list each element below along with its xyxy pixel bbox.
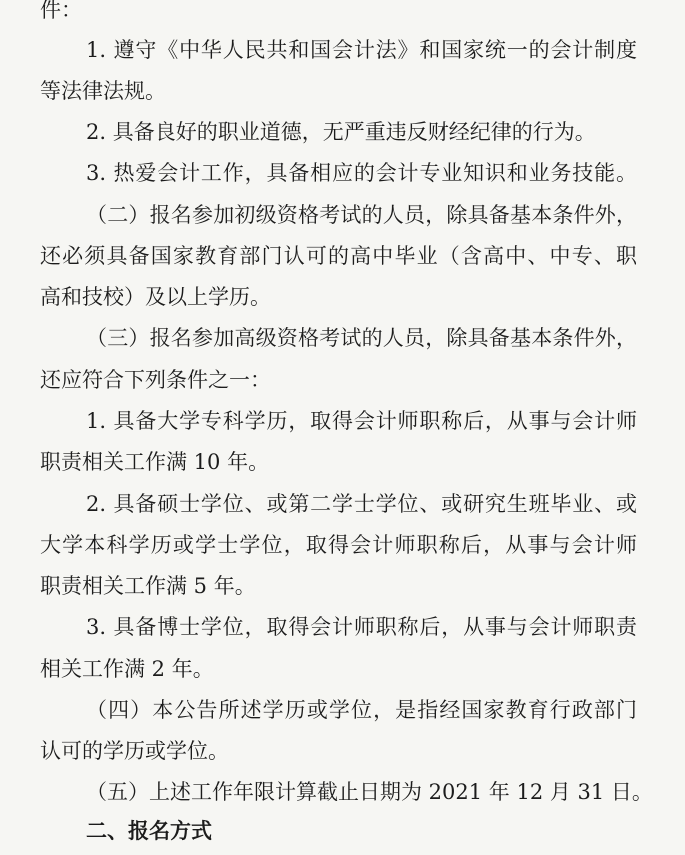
text-line: （四）本公告所述学历或学位，是指经国家教育行政部门 <box>86 698 637 722</box>
text-line: 1. 遵守《中华人民共和国会计法》和国家统一的会计制度 <box>86 38 637 62</box>
text-line: 3. 热爱会计工作，具备相应的会计专业知识和业务技能。 <box>86 161 637 185</box>
text-line: 2. 具备良好的职业道德，无严重违反财经纪律的行为。 <box>86 120 596 144</box>
text-line: 高和技校）及以上学历。 <box>40 285 271 309</box>
section-heading: 二、报名方式 <box>86 819 212 843</box>
text-line: 还应符合下列条件之一： <box>40 368 271 392</box>
text-line: 1. 具备大学专科学历，取得会计师职称后，从事与会计师 <box>86 409 637 433</box>
text-line: 职责相关工作满 10 年。 <box>40 450 270 474</box>
text-line: 职责相关工作满 5 年。 <box>40 574 256 598</box>
text-line: 2. 具备硕士学位、或第二学士学位、或研究生班毕业、或 <box>86 492 637 516</box>
text-line: 相关工作满 2 年。 <box>40 657 214 681</box>
text-line: 件： <box>40 0 82 22</box>
text-line: （三）报名参加高级资格考试的人员，除具备基本条件外， <box>86 326 637 350</box>
text-line: 认可的学历或学位。 <box>40 739 229 763</box>
text-line: 3. 具备博士学位，取得会计师职称后，从事与会计师职责 <box>86 615 637 639</box>
text-line: （二）报名参加初级资格考试的人员，除具备基本条件外， <box>86 203 637 227</box>
text-line: （五）上述工作年限计算截止日期为 2021 年 12 月 31 日。 <box>86 780 653 804</box>
text-line: 还必须具备国家教育部门认可的高中毕业（含高中、中专、职 <box>40 244 637 268</box>
text-line: 大学本科学历或学士学位，取得会计师职称后，从事与会计师 <box>40 533 637 557</box>
text-line: 等法律法规。 <box>40 79 166 103</box>
